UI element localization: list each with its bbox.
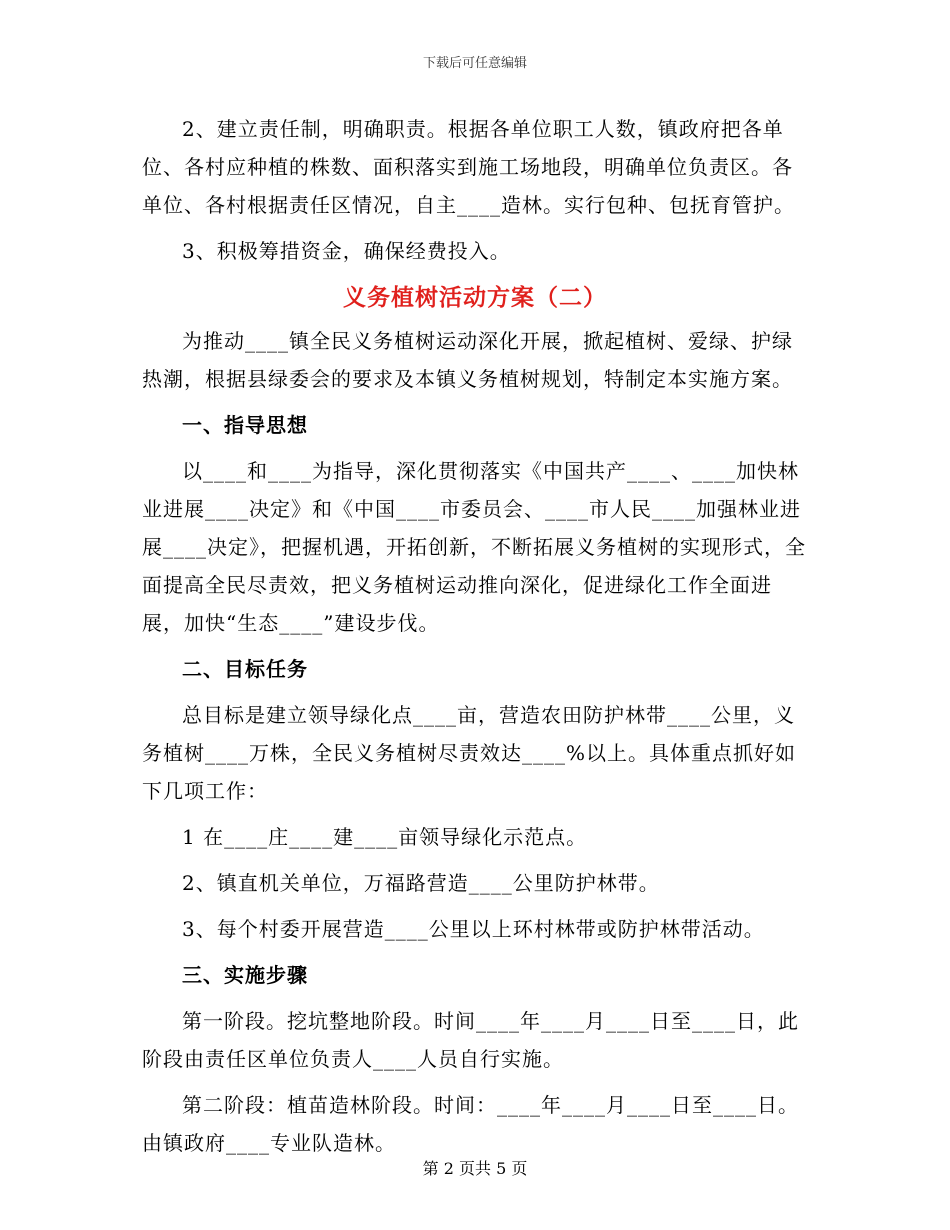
paragraph-goal-2: 2、镇直机关单位，万福路营造____公里防护林带。 bbox=[182, 871, 660, 895]
heading-guiding-ideology: 一、指导思想 bbox=[182, 413, 308, 437]
paragraph-goals: 总目标是建立领导绿化点____亩，营造农田防护林带____公里，义务植树____万株，全民义务植树尽责效达____%以上。具体重点抓好如下几项工作： bbox=[142, 703, 797, 803]
paragraph-stage-2: 第二阶段：植苗造林阶段。时间：____年____月____日至____日。由镇政府____专业队造林。 bbox=[142, 1093, 799, 1155]
paragraph-goal-3: 3、每个村委开展营造____公里以上环村林带或防护林带活动。 bbox=[182, 917, 765, 941]
paragraph-responsibility: 2、建立责任制，明确职责。根据各单位职工人数，镇政府把各单位、各村应种植的株数、面积落实到施工场地段，明确单位负责区。各单位、各村根据责任区情况，自主____造林。实行包种、包抚育管护。 bbox=[142, 117, 795, 217]
page-footer: 第 2 页共 5 页 bbox=[422, 1159, 528, 1178]
paragraph-intro: 为推动____镇全民义务植树运动深化开展，掀起植树、爱绿、护绿热潮，根据县绿委会的要求及本镇义务植树规划，特制定本实施方案。 bbox=[142, 329, 793, 391]
page-header: 下载后可任意编辑 bbox=[422, 56, 527, 71]
heading-steps: 三、实施步骤 bbox=[182, 963, 308, 987]
document-body bbox=[142, 110, 808, 1170]
heading-goals: 二、目标任务 bbox=[182, 657, 308, 681]
paragraph-stage-1: 第一阶段。挖坑整地阶段。时间____年____月____日至____日，此阶段由责任区单位负责人____人员自行实施。 bbox=[142, 1009, 799, 1071]
paragraph-funding: 3、积极筹措资金，确保经费投入。 bbox=[182, 239, 511, 263]
paragraph-guiding-ideology: 以____和____为指导，深化贯彻落实《中国共产____、____加快林业进展____决定》和《中国____市委员会、____市人民____加强林业进展____决定》，把握机遇，开拓创新，不断拓展义务植树的实现形式，全面提高全民尽责效，把义务植树运动推向深化，促进绿化工作全面进展，加快“生态____”建设步伐。 bbox=[142, 459, 806, 635]
paragraph-goal-1: 1 在____庄____建____亩领导绿化示范点。 bbox=[182, 825, 588, 849]
section-title: 义务植树活动方案（二） bbox=[343, 284, 607, 311]
